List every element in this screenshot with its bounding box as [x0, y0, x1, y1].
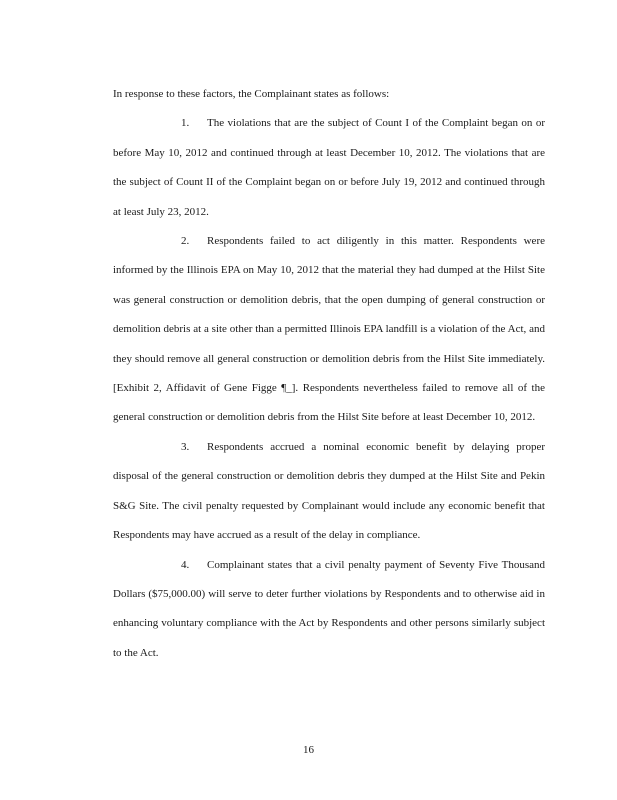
paragraph-text: The violations that are the subject of Count I of the Complaint began on or before May 10, 2012 and continued through at least December 10, 2012. The violations that are the subject of Count II of the Complaint began on or before July 19, 2012 and continued through at least July 23, 2012. [113, 117, 545, 218]
numbered-paragraph-4 [113, 551, 545, 669]
paragraph-number: 4. [181, 558, 190, 571]
page-number: 16 [303, 744, 314, 756]
paragraph-text: Respondents accrued a nominal economic benefit by delaying proper disposal of the general construction or demolition debris they dumped at the Hilst Site and Pekin S&G Site. The civil penalty requested by Complainant would include any economic benefit that Respondents may have accrued as a result of the delay in compliance. [113, 440, 545, 542]
numbered-paragraph-3 [113, 433, 545, 551]
paragraph-number: 1. [181, 117, 190, 130]
numbered-paragraph-2 [113, 227, 545, 433]
paragraph-text: Respondents failed to act diligently in this matter. Respondents were informed by the Illinois EPA on May 10, 2012 that the material they had dumped at the Hilst Site was general construction or demolition debris, that the open dumping of general construction or demolition debris at a site other than a permitted Illinois EPA landfill is a violation of the Act, and they should remove all general construction or demolition debris from the Hilst Site immediately. [Exhibit 2, Affidavit of Gene Figge ¶_]. Respondents nevertheless failed to remove all of the general construction or demolition debris from the Hilst Site before at least December 10, 2012. [113, 235, 545, 424]
paragraph-number: 3. [181, 440, 190, 453]
body-text [113, 80, 545, 668]
numbered-paragraph-1 [113, 109, 545, 227]
intro-line: In response to these factors, the Complainant states as follows: [113, 88, 390, 100]
paragraph-text: Complainant states that a civil penalty payment of Seventy Five Thousand Dollars ($75,000.00) will serve to deter further violations by Respondents and to otherwise aid in enhancing voluntary compliance with the Act by Respondents and other persons similarly subject to the Act. [113, 558, 545, 659]
paragraph-number: 2. [181, 235, 190, 248]
